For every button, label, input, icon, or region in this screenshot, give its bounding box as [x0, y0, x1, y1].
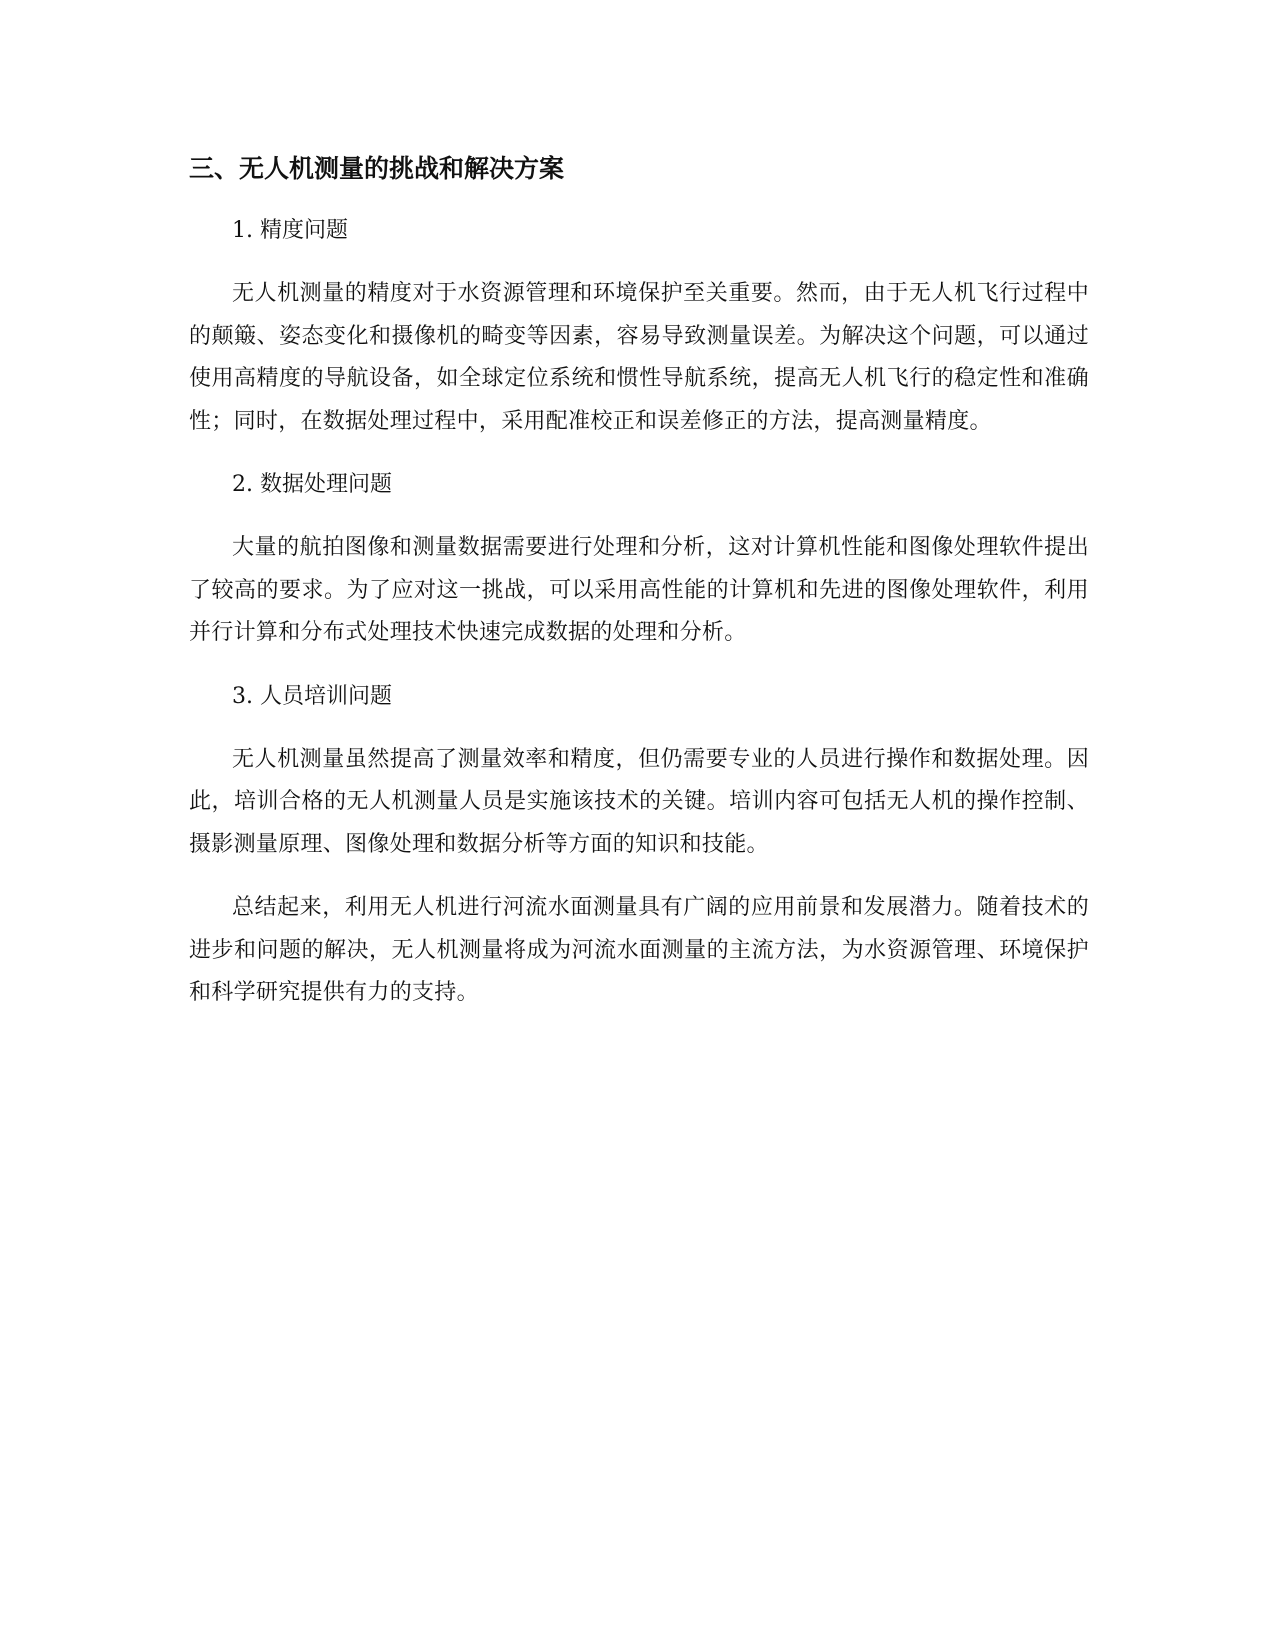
paragraph-precision: 无人机测量的精度对于水资源管理和环境保护至关重要。然而，由于无人机飞行过程中的颠簸、姿态变化和摄像机的畸变等因素，容易导致测量误差。为解决这个问题，可以通过使用高精度的导航设备，如全球定位系统和惯性导航系统，提高无人机飞行的稳定性和准确性；同时，在数据处理过程中，采用配准校正和误差修正的方法，提高测量精度。 [189, 281, 1089, 434]
subheading-personnel-training: 3. 人员培训问题 [232, 683, 392, 709]
paragraph-personnel-training: 无人机测量虽然提高了测量效率和精度，但仍需要专业的人员进行操作和数据处理。因此，培训合格的无人机测量人员是实施该技术的关键。培训内容可包括无人机的操作控制、摄影测量原理、图像处理和数据分析等方面的知识和技能。 [189, 746, 1089, 857]
subheading-precision: 1. 精度问题 [232, 218, 348, 243]
subheading-data-processing: 2. 数据处理问题 [232, 472, 392, 497]
document-body [189, 150, 1089, 1036]
section-title: 三、无人机测量的挑战和解决方案 [189, 154, 565, 183]
paragraph-conclusion: 总结起来，利用无人机进行河流水面测量具有广阔的应用前景和发展潜力。随着技术的进步和问题的解决，无人机测量将成为河流水面测量的主流方法，为水资源管理、环境保护和科学研究提供有力的支持。 [189, 895, 1089, 1005]
paragraph-data-processing: 大量的航拍图像和测量数据需要进行处理和分析，这对计算机性能和图像处理软件提出了较高的要求。为了应对这一挑战，可以采用高性能的计算机和先进的图像处理软件，利用并行计算和分布式处理技术快速完成数据的处理和分析。 [189, 535, 1089, 645]
